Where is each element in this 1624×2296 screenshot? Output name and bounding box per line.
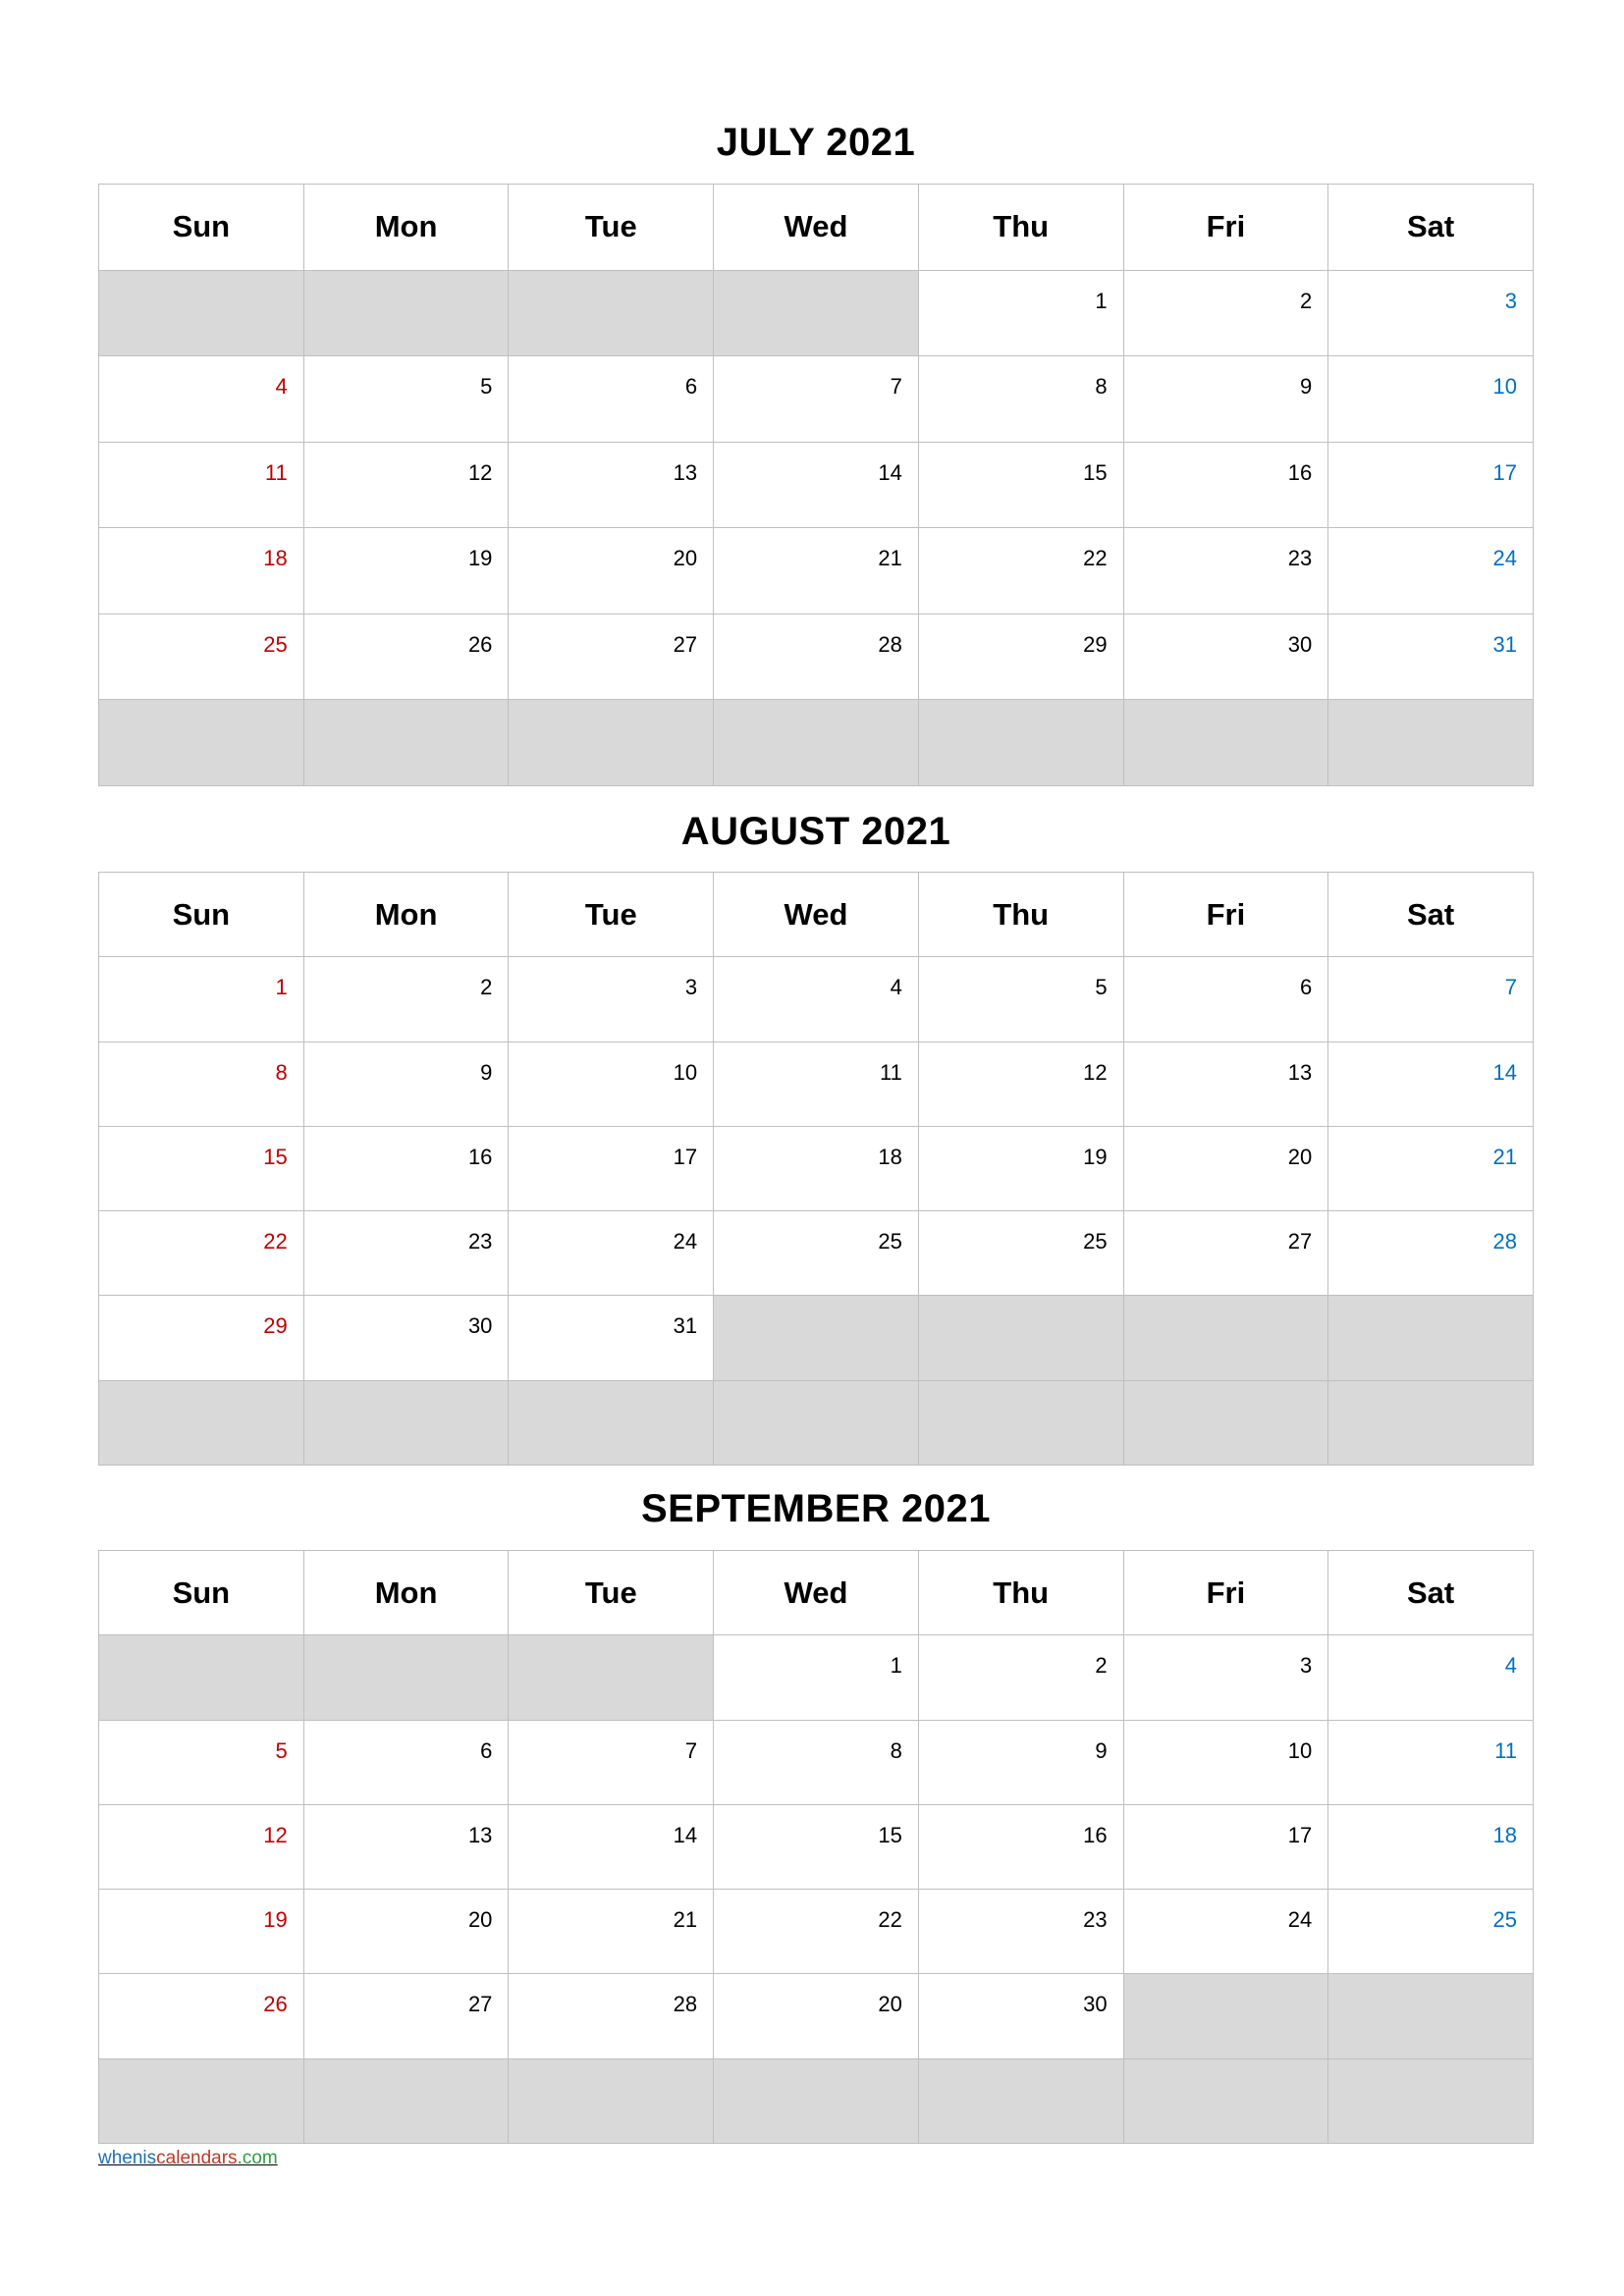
day-cell bbox=[919, 1211, 1124, 1296]
day-number: 18 bbox=[263, 546, 288, 571]
day-number: 6 bbox=[1300, 975, 1313, 1000]
empty-day-cell bbox=[1328, 700, 1534, 786]
empty-day-cell bbox=[714, 271, 919, 357]
day-cell bbox=[304, 1890, 510, 1974]
day-cell bbox=[714, 1127, 919, 1211]
empty-day-cell bbox=[919, 700, 1124, 786]
day-number: 5 bbox=[480, 374, 493, 400]
month-title: SEPTEMBER 2021 bbox=[640, 1487, 992, 1530]
day-cell bbox=[919, 1635, 1124, 1720]
day-number: 27 bbox=[673, 631, 698, 657]
day-number: 9 bbox=[480, 1059, 493, 1085]
day-cell bbox=[919, 443, 1124, 529]
empty-day-cell bbox=[714, 1381, 919, 1466]
day-number: 15 bbox=[1083, 459, 1108, 485]
day-number: 21 bbox=[673, 1907, 698, 1933]
day-number: 22 bbox=[878, 1907, 902, 1933]
empty-day-cell bbox=[304, 700, 510, 786]
weekday-header: Thu bbox=[919, 185, 1124, 271]
weekday-header: Sun bbox=[99, 1551, 304, 1635]
day-number: 20 bbox=[467, 1907, 493, 1933]
day-cell bbox=[1328, 1805, 1534, 1890]
weekday-header: Thu bbox=[919, 1551, 1124, 1635]
day-number: 24 bbox=[1492, 546, 1517, 571]
day-cell bbox=[99, 356, 304, 443]
day-cell bbox=[304, 1805, 510, 1890]
day-number: 4 bbox=[1504, 1653, 1517, 1679]
weekday-header: Mon bbox=[304, 873, 510, 957]
day-cell bbox=[1124, 1211, 1329, 1296]
empty-day-cell bbox=[1124, 2059, 1329, 2144]
day-cell bbox=[919, 1890, 1124, 1974]
day-number: 3 bbox=[684, 975, 698, 1000]
day-number: 9 bbox=[1300, 374, 1313, 400]
day-number: 26 bbox=[263, 1992, 288, 2017]
day-number: 20 bbox=[878, 1992, 902, 2017]
day-number: 2 bbox=[480, 975, 493, 1000]
day-cell bbox=[1328, 1042, 1534, 1127]
day-number: 25 bbox=[1083, 1229, 1108, 1255]
weekday-header: Tue bbox=[509, 1551, 714, 1635]
weekday-header: Sun bbox=[99, 185, 304, 271]
month-title: JULY 2021 bbox=[716, 121, 916, 164]
day-number: 15 bbox=[878, 1822, 902, 1847]
day-number: 19 bbox=[263, 1907, 288, 1933]
calendar-grid bbox=[98, 872, 1534, 1466]
day-number: 25 bbox=[263, 631, 288, 657]
day-number: 15 bbox=[263, 1144, 288, 1169]
day-cell bbox=[509, 1211, 714, 1296]
day-number: 23 bbox=[1083, 1907, 1108, 1933]
empty-day-cell bbox=[1328, 1381, 1534, 1466]
day-cell bbox=[509, 356, 714, 443]
day-cell bbox=[714, 1042, 919, 1127]
empty-day-cell bbox=[99, 271, 304, 357]
day-cell bbox=[1124, 1635, 1329, 1720]
day-cell bbox=[1328, 528, 1534, 614]
empty-day-cell bbox=[919, 2059, 1124, 2144]
day-number: 12 bbox=[467, 459, 493, 485]
day-cell bbox=[1124, 1127, 1329, 1211]
day-cell bbox=[509, 1042, 714, 1127]
day-cell bbox=[304, 443, 510, 529]
weekday-header: Wed bbox=[714, 1551, 919, 1635]
day-cell bbox=[714, 1635, 919, 1720]
day-number: 10 bbox=[1287, 1737, 1313, 1763]
day-number: 30 bbox=[1083, 1992, 1108, 2017]
day-cell bbox=[919, 1042, 1124, 1127]
weekday-header: Mon bbox=[304, 1551, 510, 1635]
empty-day-cell bbox=[99, 1635, 304, 1720]
day-number: 17 bbox=[673, 1144, 698, 1169]
weekday-header: Fri bbox=[1124, 873, 1329, 957]
day-number: 16 bbox=[1287, 459, 1313, 485]
empty-day-cell bbox=[1124, 700, 1329, 786]
day-number: 10 bbox=[1492, 374, 1517, 400]
empty-day-cell bbox=[1124, 1974, 1329, 2058]
day-cell bbox=[1328, 614, 1534, 701]
day-cell bbox=[919, 1805, 1124, 1890]
day-cell bbox=[714, 1721, 919, 1805]
day-number: 27 bbox=[467, 1992, 493, 2017]
day-number: 4 bbox=[275, 374, 288, 400]
day-number: 1 bbox=[275, 975, 288, 1000]
day-number: 11 bbox=[880, 1059, 902, 1085]
day-cell bbox=[714, 1805, 919, 1890]
day-cell bbox=[99, 1721, 304, 1805]
weekday-header: Fri bbox=[1124, 185, 1329, 271]
day-number: 12 bbox=[1083, 1059, 1108, 1085]
day-number: 4 bbox=[890, 975, 902, 1000]
day-number: 22 bbox=[1083, 546, 1108, 571]
weekday-header: Wed bbox=[714, 185, 919, 271]
day-number: 5 bbox=[275, 1737, 288, 1763]
day-number: 12 bbox=[263, 1822, 288, 1847]
day-cell bbox=[99, 614, 304, 701]
day-number: 1 bbox=[1095, 288, 1108, 313]
day-number: 18 bbox=[1492, 1822, 1517, 1847]
day-number: 11 bbox=[1494, 1737, 1517, 1763]
day-cell bbox=[509, 528, 714, 614]
day-number: 5 bbox=[1095, 975, 1108, 1000]
day-cell bbox=[99, 1974, 304, 2058]
day-number: 22 bbox=[263, 1229, 288, 1255]
weekday-header: Sat bbox=[1328, 185, 1534, 271]
site-link-part: calendars bbox=[156, 2148, 238, 2168]
day-cell bbox=[304, 1211, 510, 1296]
day-cell bbox=[509, 957, 714, 1041]
empty-day-cell bbox=[1328, 2059, 1534, 2144]
day-cell bbox=[1328, 1890, 1534, 1974]
day-number: 6 bbox=[480, 1737, 493, 1763]
day-number: 8 bbox=[1095, 374, 1108, 400]
weekday-header: Mon bbox=[304, 185, 510, 271]
day-cell bbox=[1124, 1042, 1329, 1127]
day-number: 9 bbox=[1095, 1737, 1108, 1763]
day-number: 13 bbox=[673, 459, 698, 485]
day-number: 28 bbox=[673, 1992, 698, 2017]
calendar-grid bbox=[98, 184, 1534, 786]
day-cell bbox=[304, 1296, 510, 1380]
day-number: 18 bbox=[878, 1144, 902, 1169]
weekday-header: Thu bbox=[919, 873, 1124, 957]
day-cell bbox=[304, 1974, 510, 2058]
day-number: 27 bbox=[1287, 1229, 1313, 1255]
day-number: 21 bbox=[878, 546, 902, 571]
day-cell bbox=[99, 443, 304, 529]
empty-day-cell bbox=[714, 1296, 919, 1380]
day-number: 29 bbox=[1083, 631, 1108, 657]
day-number: 7 bbox=[1504, 975, 1517, 1000]
day-number: 3 bbox=[1300, 1653, 1313, 1679]
day-number: 25 bbox=[878, 1229, 902, 1255]
day-number: 26 bbox=[467, 631, 493, 657]
day-cell bbox=[1124, 1721, 1329, 1805]
day-cell bbox=[919, 1721, 1124, 1805]
day-cell bbox=[919, 356, 1124, 443]
day-number: 16 bbox=[467, 1144, 493, 1169]
day-cell bbox=[509, 1974, 714, 2058]
day-number: 24 bbox=[1287, 1907, 1313, 1933]
day-cell bbox=[99, 1805, 304, 1890]
day-number: 25 bbox=[1492, 1907, 1517, 1933]
day-cell bbox=[509, 443, 714, 529]
day-cell bbox=[99, 957, 304, 1041]
day-cell bbox=[1328, 356, 1534, 443]
site-link-part: .com bbox=[237, 2148, 278, 2168]
day-cell bbox=[714, 356, 919, 443]
day-cell bbox=[714, 1211, 919, 1296]
day-cell bbox=[1328, 1127, 1534, 1211]
day-cell bbox=[99, 1296, 304, 1380]
day-number: 21 bbox=[1492, 1144, 1517, 1169]
empty-day-cell bbox=[1328, 1296, 1534, 1380]
day-cell bbox=[509, 614, 714, 701]
day-cell bbox=[509, 1890, 714, 1974]
day-cell bbox=[1124, 957, 1329, 1041]
day-number: 30 bbox=[1287, 631, 1313, 657]
day-number: 8 bbox=[890, 1737, 902, 1763]
day-cell bbox=[919, 1974, 1124, 2058]
day-cell bbox=[1124, 1805, 1329, 1890]
weekday-header: Fri bbox=[1124, 1551, 1329, 1635]
day-number: 10 bbox=[673, 1059, 698, 1085]
day-number: 20 bbox=[673, 546, 698, 571]
day-cell bbox=[99, 1042, 304, 1127]
empty-day-cell bbox=[509, 1635, 714, 1720]
empty-day-cell bbox=[1124, 1296, 1329, 1380]
day-cell bbox=[1124, 1890, 1329, 1974]
day-number: 20 bbox=[1287, 1144, 1313, 1169]
day-number: 2 bbox=[1300, 288, 1313, 313]
empty-day-cell bbox=[509, 2059, 714, 2144]
empty-day-cell bbox=[99, 700, 304, 786]
day-cell bbox=[509, 1721, 714, 1805]
day-number: 29 bbox=[263, 1313, 288, 1339]
day-cell bbox=[1328, 1211, 1534, 1296]
day-number: 23 bbox=[467, 1229, 493, 1255]
day-cell bbox=[509, 1296, 714, 1380]
day-cell bbox=[509, 1127, 714, 1211]
day-cell bbox=[919, 528, 1124, 614]
empty-day-cell bbox=[304, 1635, 510, 1720]
day-cell bbox=[304, 1127, 510, 1211]
empty-day-cell bbox=[99, 2059, 304, 2144]
day-cell bbox=[714, 614, 919, 701]
weekday-header: Wed bbox=[714, 873, 919, 957]
day-number: 2 bbox=[1095, 1653, 1108, 1679]
weekday-header: Tue bbox=[509, 185, 714, 271]
weekday-header: Sun bbox=[99, 873, 304, 957]
day-cell bbox=[1124, 271, 1329, 357]
empty-day-cell bbox=[509, 271, 714, 357]
empty-day-cell bbox=[919, 1381, 1124, 1466]
empty-day-cell bbox=[304, 271, 510, 357]
day-number: 3 bbox=[1504, 288, 1517, 313]
day-cell bbox=[1328, 1721, 1534, 1805]
empty-day-cell bbox=[304, 1381, 510, 1466]
day-number: 16 bbox=[1083, 1822, 1108, 1847]
day-cell bbox=[509, 1805, 714, 1890]
day-number: 28 bbox=[1492, 1229, 1517, 1255]
day-cell bbox=[714, 1890, 919, 1974]
day-cell bbox=[1124, 614, 1329, 701]
day-cell bbox=[1328, 271, 1534, 357]
day-cell bbox=[304, 356, 510, 443]
day-cell bbox=[1328, 1635, 1534, 1720]
day-cell bbox=[714, 528, 919, 614]
day-number: 19 bbox=[467, 546, 493, 571]
day-number: 8 bbox=[275, 1059, 288, 1085]
weekday-header: Sat bbox=[1328, 1551, 1534, 1635]
day-number: 14 bbox=[878, 459, 902, 485]
empty-day-cell bbox=[1124, 1381, 1329, 1466]
day-cell bbox=[99, 1127, 304, 1211]
calendar-grid bbox=[98, 1550, 1534, 2144]
day-number: 7 bbox=[684, 1737, 698, 1763]
day-number: 31 bbox=[1492, 631, 1517, 657]
site-link-part: whenis bbox=[98, 2148, 157, 2168]
weekday-header: Sat bbox=[1328, 873, 1534, 957]
day-cell bbox=[1328, 957, 1534, 1041]
empty-day-cell bbox=[304, 2059, 510, 2144]
day-number: 19 bbox=[1083, 1144, 1108, 1169]
day-cell bbox=[304, 1042, 510, 1127]
day-number: 11 bbox=[264, 459, 288, 485]
day-number: 30 bbox=[467, 1313, 493, 1339]
day-number: 31 bbox=[673, 1313, 698, 1339]
day-cell bbox=[919, 957, 1124, 1041]
day-number: 23 bbox=[1287, 546, 1313, 571]
day-number: 24 bbox=[673, 1229, 698, 1255]
day-number: 6 bbox=[684, 374, 698, 400]
day-cell bbox=[919, 1127, 1124, 1211]
weekday-header: Tue bbox=[509, 873, 714, 957]
day-cell bbox=[714, 443, 919, 529]
day-cell bbox=[1124, 443, 1329, 529]
day-number: 14 bbox=[1492, 1059, 1517, 1085]
day-cell bbox=[1124, 528, 1329, 614]
empty-day-cell bbox=[714, 700, 919, 786]
day-number: 13 bbox=[467, 1822, 493, 1847]
empty-day-cell bbox=[714, 2059, 919, 2144]
day-cell bbox=[99, 528, 304, 614]
day-number: 1 bbox=[890, 1653, 902, 1679]
day-number: 17 bbox=[1492, 459, 1517, 485]
day-cell bbox=[714, 1974, 919, 2058]
day-cell bbox=[304, 957, 510, 1041]
day-cell bbox=[1124, 356, 1329, 443]
empty-day-cell bbox=[509, 1381, 714, 1466]
day-number: 28 bbox=[878, 631, 902, 657]
empty-day-cell bbox=[509, 700, 714, 786]
day-cell bbox=[919, 614, 1124, 701]
day-cell bbox=[304, 528, 510, 614]
month-title: AUGUST 2021 bbox=[680, 810, 951, 853]
day-number: 13 bbox=[1287, 1059, 1313, 1085]
day-cell bbox=[99, 1211, 304, 1296]
day-cell bbox=[99, 1890, 304, 1974]
empty-day-cell bbox=[919, 1296, 1124, 1380]
day-number: 17 bbox=[1287, 1822, 1313, 1847]
day-cell bbox=[714, 957, 919, 1041]
day-cell bbox=[304, 1721, 510, 1805]
day-number: 7 bbox=[890, 374, 902, 400]
empty-day-cell bbox=[1328, 1974, 1534, 2058]
day-cell bbox=[304, 614, 510, 701]
empty-day-cell bbox=[99, 1381, 304, 1466]
day-cell bbox=[1328, 443, 1534, 529]
site-link[interactable] bbox=[98, 2147, 278, 2170]
day-number: 14 bbox=[673, 1822, 698, 1847]
day-cell bbox=[919, 271, 1124, 357]
